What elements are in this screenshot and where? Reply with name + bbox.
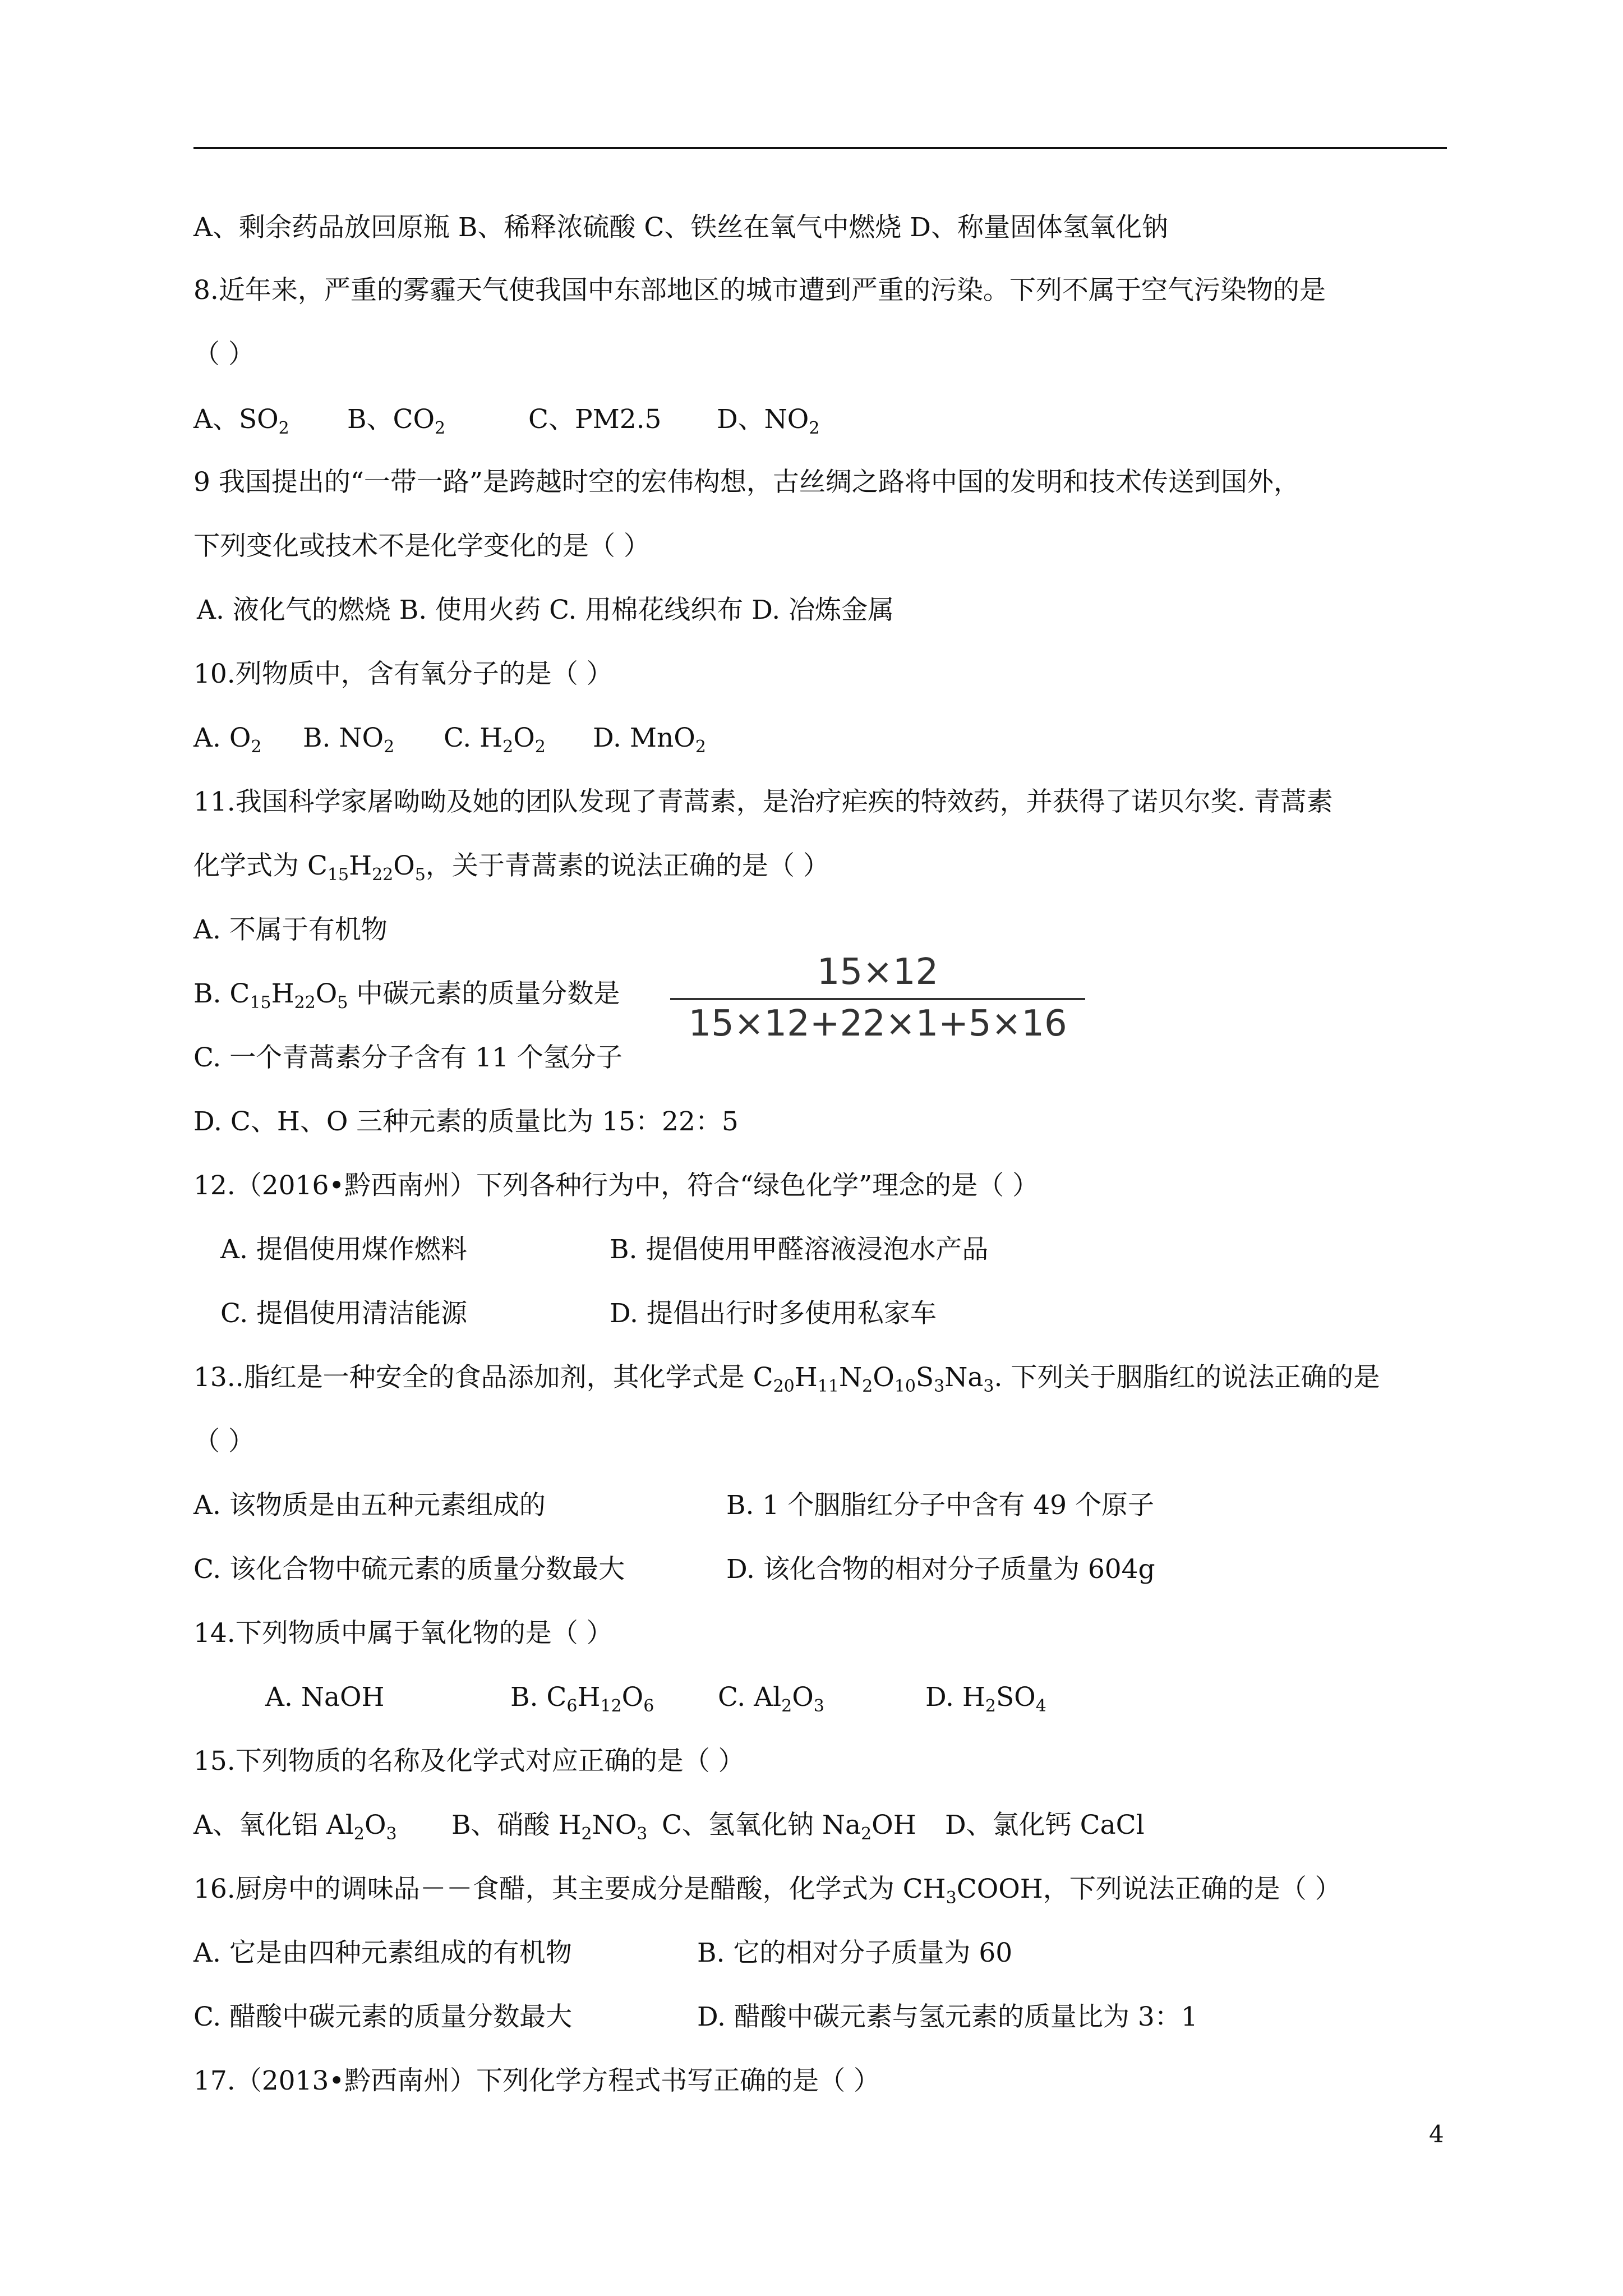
q9-stem-1-text: 9 我国提出的“一带一路”是跨越时空的宏伟构想，古丝绸之路将中国的发明和技术传送到国外， [193,467,1300,498]
q17-stem-text: 17.（2013•黔西南州）下列化学方程式书写正确的是（ ） [193,2065,880,2096]
fraction-numerator: 15×12 [817,951,939,993]
q8-stem-text: 8.近年来，严重的雾霾天气使我国中东部地区的城市遭到严重的污染。下列不属于空气污染物的是 [193,275,1326,306]
q16-options-cd-text: C. 醋酸中碳元素的质量分数最大 [193,2001,573,2032]
q14-options-text: D. $H_2SO_4$ [925,1682,1046,1716]
q12-options-cd-text: C. 提倡使用清洁能源 [220,1298,468,1329]
q15-stem-text: 15.下列物质的名称及化学式对应正确的是（ ） [193,1746,745,1777]
q13-options-cd-text: D. 该化合物的相对分子质量为 604g [726,1554,1155,1585]
q14-stem-text: 14.下列物质中属于氧化物的是（ ） [193,1618,613,1649]
q16-stem-text: 16.厨房中的调味品－－食醋，其主要成分是醋酸，化学式为 $CH_3COOH$，下列说法正确的是（ ） [193,1874,1341,1908]
q15-options-text: A、氧化铝 $Al_2O_3$ [193,1810,397,1844]
q16-options-cd-text: D. 醋酸中碳元素与氢元素的质量比为 3：1 [697,2001,1198,2032]
q15-options-text: D、氯化钙 CaCl [945,1810,1145,1841]
page-number: 4 [1429,2120,1444,2148]
q11-stem-1-text: 11.我国科学家屠呦呦及她的团队发现了青蒿素，是治疗疟疾的特效药，并获得了诺贝尔奖. 青蒿素 [193,786,1333,817]
q13-options-cd-text: C. 该化合物中硫元素的质量分数最大 [193,1554,625,1585]
q8-options-text: C、PM2.5 [528,404,662,435]
q10-options-text: B. $NO_2$ [303,723,395,757]
q16-options-ab-text: B. 它的相对分子质量为 60 [697,1938,1013,1968]
q14-options-text: B. $C_6H_{12}O_6$ [510,1682,654,1716]
q8-paren-text: （ ） [193,339,255,370]
q12-options-ab-text: A. 提倡使用煤作燃料 [220,1234,467,1265]
fraction-denominator: 15×12+22×1+5×16 [688,1003,1067,1045]
q15-options-text: C、氢氧化钠 $Na_2OH$ [662,1810,916,1844]
q8-options-text: D、$NO_2$ [717,404,820,438]
q10-stem-text: 10.列物质中，含有氧分子的是（ ） [193,659,613,689]
q14-options-text: A. NaOH [265,1682,385,1713]
mass-fraction-formula [670,950,1085,1045]
q8-options-text: A、$SO_2$ [193,404,289,438]
q15-options-text: B、硝酸 $H_2NO_3$ [451,1810,648,1844]
q11-option-a-text: A. 不属于有机物 [193,914,388,945]
q14-options-text: C. $Al_2O_3$ [718,1682,824,1716]
header-rule [193,147,1447,149]
q11-option-d-text: D. C、H、O 三种元素的质量比为 15：22：5 [193,1106,739,1137]
q11-option-c-text: C. 一个青蒿素分子含有 11 个氢分子 [193,1042,623,1073]
q13-paren-text: （ ） [193,1426,255,1457]
q8-options-text: B、$CO_2$ [347,404,446,438]
q12-stem-text: 12.（2016•黔西南州）下列各种行为中，符合“绿色化学”理念的是（ ） [193,1170,1039,1201]
q9-stem-2-text: 下列变化或技术不是化学变化的是（ ） [193,531,650,562]
q11-stem-2-text: 化学式为 $C_{15}H_{22}O_5$，关于青蒿素的说法正确的是（ ） [193,850,829,885]
q10-options-text: C. $H_2O_2$ [444,723,546,757]
q13-options-ab-text: B. 1 个胭脂红分子中含有 49 个原子 [726,1490,1154,1521]
fraction-bar [670,998,1085,1000]
q16-options-ab-text: A. 它是由四种元素组成的有机物 [193,1938,572,1968]
q13-options-ab-text: A. 该物质是由五种元素组成的 [193,1490,546,1521]
q12-options-ab-text: B. 提倡使用甲醛溶液浸泡水产品 [610,1234,989,1265]
q9-options-text: A. 液化气的燃烧 B. 使用火药 C. 用棉花线织布 D. 冶炼金属 [197,595,895,625]
q10-options-text: A. $O_2$ [193,723,262,757]
q10-options-text: D. MnO$_2$ [593,723,706,757]
q13-stem-text: 13..脂红是一种安全的食品添加剂，其化学式是 $C_{20}H_{11}N_2O_{10}S_3Na_3$. 下列关于胭脂红的说法正确的是 [193,1362,1380,1396]
q7-options-text: A、剩余药品放回原瓶 B、稀释浓硫酸 C、铁丝在氧气中燃烧 D、称量固体氢氧化钠 [193,212,1168,243]
q11-option-b-text: B. $C_{15}H_{22}O_5$ 中碳元素的质量分数是 [193,978,620,1013]
q12-options-cd-text: D. 提倡出行时多使用私家车 [610,1298,937,1329]
